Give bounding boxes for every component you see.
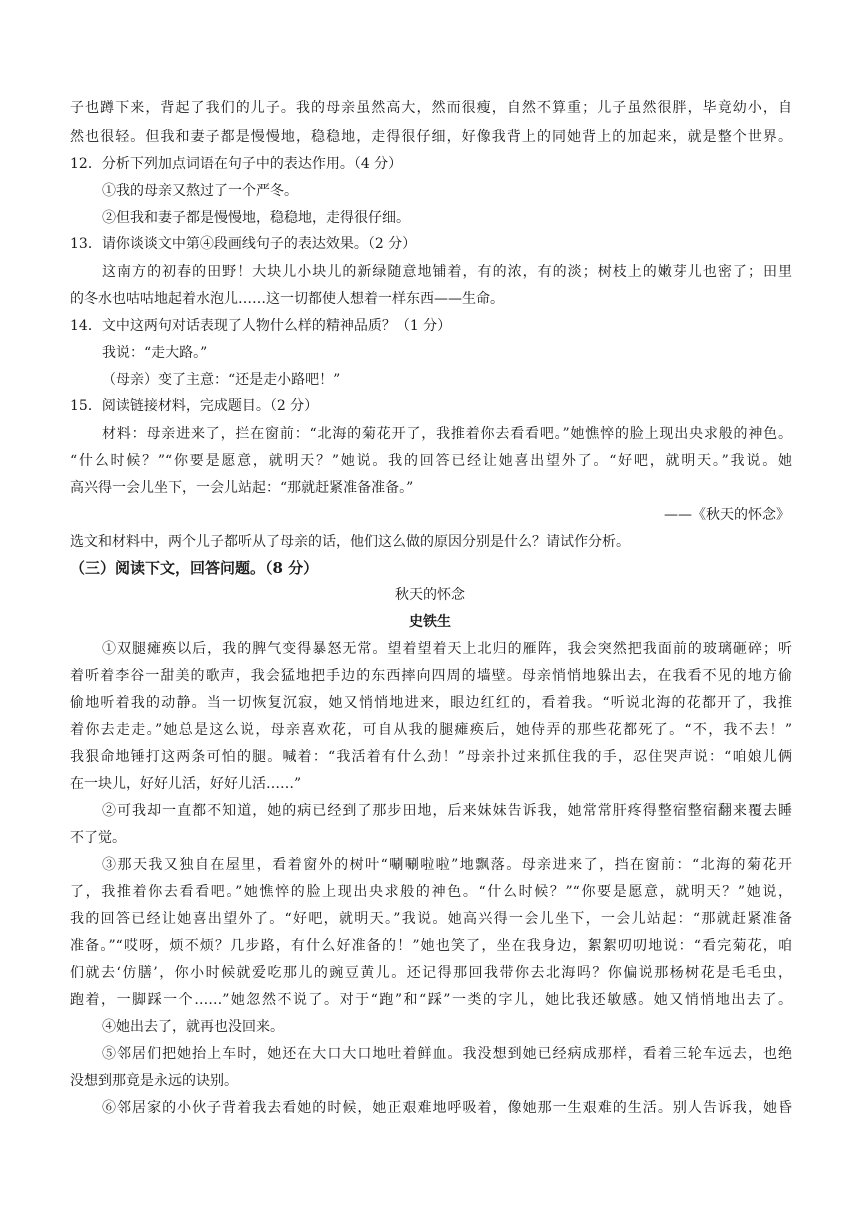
paragraph-line: 在一块儿，好好儿活，好好儿活……”	[70, 776, 302, 792]
paragraph-line: 我狠命地锤打这两条可怕的腿。喊着：“我活着有什么劲！”母亲扑过来抓住我的手，忍住哭声说：“咱娘儿俩	[70, 749, 792, 765]
paragraph-line: ③那天我又独自在屋里，看着窗外的树叶“唰唰啦啦”地飘落。母亲进来了，挡在窗前：“北海的菊花开	[102, 857, 792, 873]
question-12-item-2: ②但我和妻子都是慢慢地，稳稳地，走得很仔细。	[102, 210, 410, 226]
material-line: 材料：母亲进来了，拦在窗前：“北海的菊花开了，我推着你去看看吧。”她憔悴的脸上现出央求般的神色。	[102, 426, 792, 442]
section-heading: （三）阅读下文，回答问题。（8 分）	[70, 559, 319, 577]
paragraph-line: 不了觉。	[70, 830, 126, 846]
question-12: 12．分析下列加点词语在句子中的表达作用。（4 分）	[70, 156, 403, 172]
article-title: 秋天的怀念	[395, 587, 465, 603]
paragraph-line: ②可我却一直都不知道，她的病已经到了那步田地，后来妹妹告诉我，她常常肝疼得整宿整宿翻来覆去睡	[102, 803, 792, 819]
paragraph-line: 们就去‘仿膳’，你小时候就爱吃那儿的豌豆黄儿。还记得那回我带你去北海吗？你偏说那杨树花是毛毛虫，	[70, 965, 792, 981]
paragraph-line: ①双腿瘫痪以后，我的脾气变得暴怒无常。望着望着天上北归的雁阵，我会突然把我面前的玻璃砸碎；听	[102, 641, 792, 657]
quoted-passage-line: 的冬水也咕咕地起着水泡儿……这一切都使人想着一样东西——生命。	[70, 291, 504, 307]
paragraph-line: 我的回答已经让她喜出望外了。“好吧，就明天。”我说。她高兴得一会儿坐下，一会儿站起：“那就赶紧准备	[70, 911, 792, 927]
paragraph-line: 准备。”“哎呀，烦不烦？几步路，有什么好准备的！”她也笑了，坐在我身边，絮絮叨叨地说：“看完菊花，咱	[70, 938, 792, 954]
question-13: 13．请你谈谈文中第④段画线句子的表达效果。（2 分）	[70, 236, 417, 252]
dialogue-line-2: （母亲）变了主意：“还是走小路吧！”	[102, 372, 341, 388]
paragraph-line: ④她出去了，就再也没回来。	[102, 1019, 284, 1035]
paragraph-line: 着听着李谷一甜美的歌声，我会猛地把手边的东西摔向四周的墙壁。母亲悄悄地躲出去，在我看不见的地方偷	[70, 668, 792, 684]
dialogue-line-1: 我说：“走大路。”	[102, 345, 208, 361]
paragraph-line: ⑥邻居家的小伙子背着我去看她的时候，她正艰难地呼吸着，像她那一生艰难的生活。别人告诉我，她昏	[102, 1100, 792, 1116]
text-line: 然也很轻。但我和妻子都是慢慢地，稳稳地，走得很仔细，好像我背上的同她背上的加起来，就是整个世界。	[70, 129, 792, 145]
paragraph-line: 跑着，一脚踩一个……”她忽然不说了。对于“跑”和“踩”一类的字儿，她比我还敏感。她又悄悄地出去了。	[70, 992, 792, 1008]
paragraph-line: 了，我推着你去看看吧。”她憔悴的脸上现出央求般的神色。“什么时候？”“你要是愿意，就明天？”她说，	[70, 884, 792, 900]
material-source: ——《秋天的怀念》	[664, 507, 790, 523]
material-line: 高兴得一会儿坐下，一会儿站起：“那就赶紧准备准备。”	[70, 480, 414, 496]
article-author: 史铁生	[409, 614, 451, 630]
question-15-prompt: 选文和材料中，两个儿子都听从了母亲的话，他们这么做的原因分别是什么？请试作分析。	[70, 534, 630, 550]
question-12-item-1: ①我的母亲又熬过了一个严冬。	[102, 183, 298, 199]
material-line: “什么时候？”“你要是愿意，就明天？”她说。我的回答已经让她喜出望外了。“好吧，就明天。”我说。她	[70, 453, 792, 469]
paragraph-line: ⑤邻居们把她抬上车时，她还在大口大口地吐着鲜血。我没想到她已经病成那样，看着三轮车远去，也绝	[102, 1046, 792, 1062]
paragraph-line: 着你去走走。”她总是这么说，母亲喜欢花，可自从我的腿瘫痪后，她侍弄的那些花都死了。“不，我不去！”	[70, 722, 792, 738]
paragraph-line: 没想到那竟是永远的诀别。	[70, 1073, 238, 1089]
quoted-passage-line: 这南方的初春的田野！大块儿小块儿的新绿随意地铺着，有的浓，有的淡；树枝上的嫩芽儿也密了；田里	[102, 264, 792, 280]
question-15: 15．阅读链接材料，完成题目。（2 分）	[70, 398, 319, 414]
paragraph-line: 偷地听着我的动静。当一切恢复沉寂，她又悄悄地进来，眼边红红的，看着我。“听说北海的花都开了，我推	[70, 695, 792, 711]
question-14: 14．文中这两句对话表现了人物什么样的精神品质？（1 分）	[70, 318, 452, 334]
text-line: 子也蹲下来，背起了我们的儿子。我的母亲虽然高大，然而很瘦，自然不算重；儿子虽然很胖，毕竟幼小，自	[70, 100, 792, 116]
